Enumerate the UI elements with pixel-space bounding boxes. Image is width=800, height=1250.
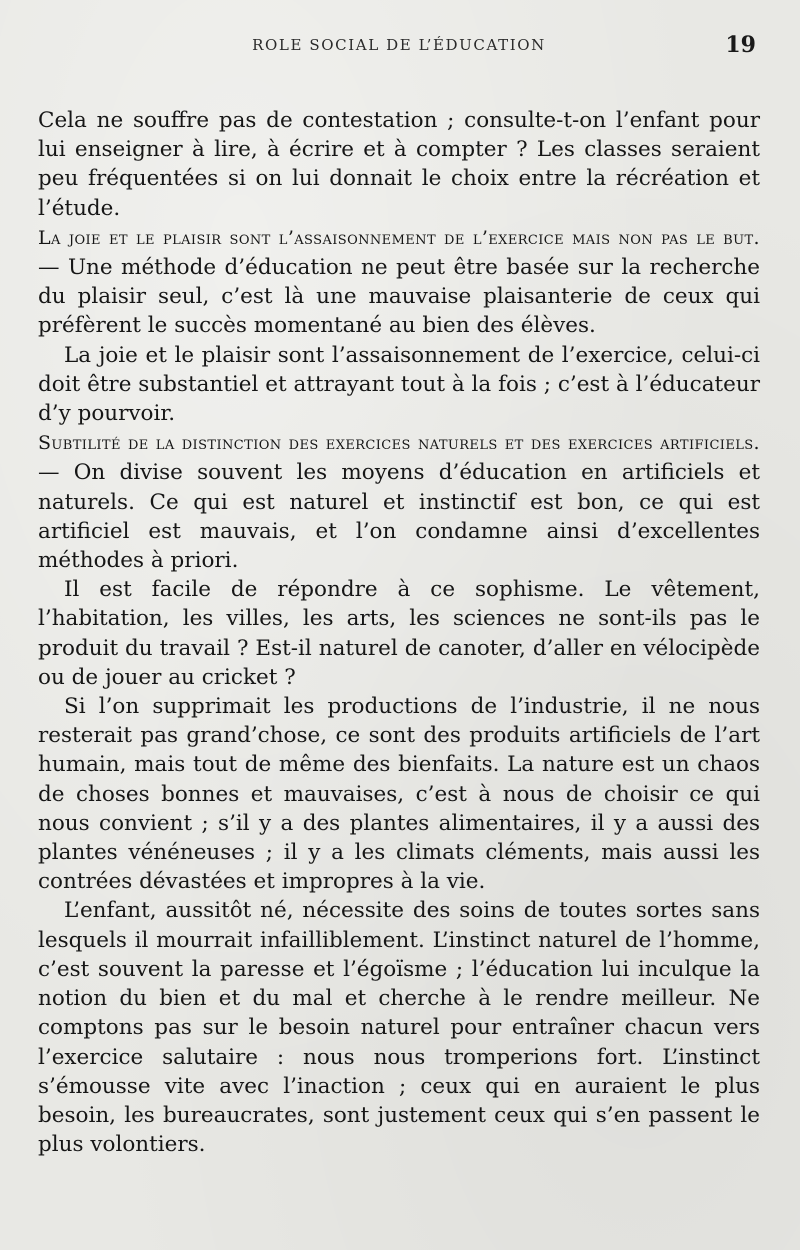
section-1-body: Une méthode d’éducation ne peut être basée sur la recherche du plaisir seul, c’est là une mauvaise plaisanterie de ceux qui préfèrent le succès momentané au bien des élèves. bbox=[38, 255, 760, 339]
section-1-paragraph bbox=[38, 223, 760, 341]
section-2-heading: Subtilité de la distinction des exercices naturels et des exercices artificiels. bbox=[38, 432, 760, 455]
paragraph-3: Il est facile de répondre à ce sophisme. Le vêtement, l’habitation, les villes, les arts, les sciences ne sont-ils pas le produit du travail ? Est-il naturel de canoter, d’aller en vélocipède ou de jouer au cricket ? bbox=[38, 577, 760, 690]
paragraph-1: Cela ne souffre pas de contestation ; consulte-t-on l’enfant pour lui enseigner à lire, à écrire et à compter ? Les classes seraient peu fréquentées si on lui donnait le choix entre la récréation et l’étude. bbox=[38, 108, 760, 221]
running-title: ROLE SOCIAL DE L’ÉDUCATION bbox=[252, 36, 546, 54]
paragraph-4: Si l’on supprimait les productions de l’industrie, il ne nous resterait pas grand’chose, ce sont des produits artificiels de l’art humain, mais tout de même des bienfaits. La nature est un chaos de choses bonnes et mauvaises, c’est à nous de choisir ce qui nous convient ; s’il y a des plantes alimentaires, il y a aussi des plantes vénéneuses ; il y a les climats cléments, mais aussi les contrées dévastées et impropres à la vie. bbox=[38, 694, 760, 895]
section-2-paragraph bbox=[38, 428, 760, 575]
section-2-dash: — bbox=[38, 460, 74, 486]
body-text bbox=[38, 106, 760, 1159]
paragraph-5: L’enfant, aussitôt né, nécessite des soins de toutes sortes sans lesquels il mourrait infailliblement. L’instinct naturel de l’homme, c’est souvent la paresse et l’égoïsme ; l’éducation lui inculque la notion du bien et du mal et cherche à le rendre meilleur. Ne comptons pas sur le besoin naturel pour entraîner chacun vers l’exercice salutaire : nous nous tromperions fort. L’instinct s’émousse vite avec l’inaction ; ceux qui en auraient le plus besoin, les bureaucrates, sont justement ceux qui s’en passent le plus volontiers. bbox=[38, 898, 760, 1158]
paragraph-2: La joie et le plaisir sont l’assaisonnement de l’exercice, celui-ci doit être substantiel et attrayant tout à la fois ; c’est à l’éducateur d’y pourvoir. bbox=[38, 342, 760, 427]
section-1-heading: La joie et le plaisir sont l’assaisonnement de l’exercice mais non pas le but. bbox=[38, 226, 760, 249]
section-1-dash: — bbox=[38, 255, 68, 281]
page-number: 19 bbox=[725, 32, 756, 58]
running-head bbox=[38, 30, 760, 62]
section-2-body: On divise souvent les moyens d’éducation en artificiels et naturels. Ce qui est naturel et instinctif est bon, ce qui est artificiel est mauvais, et l’on condamne ainsi d’excellentes méthodes à priori. bbox=[38, 460, 760, 574]
